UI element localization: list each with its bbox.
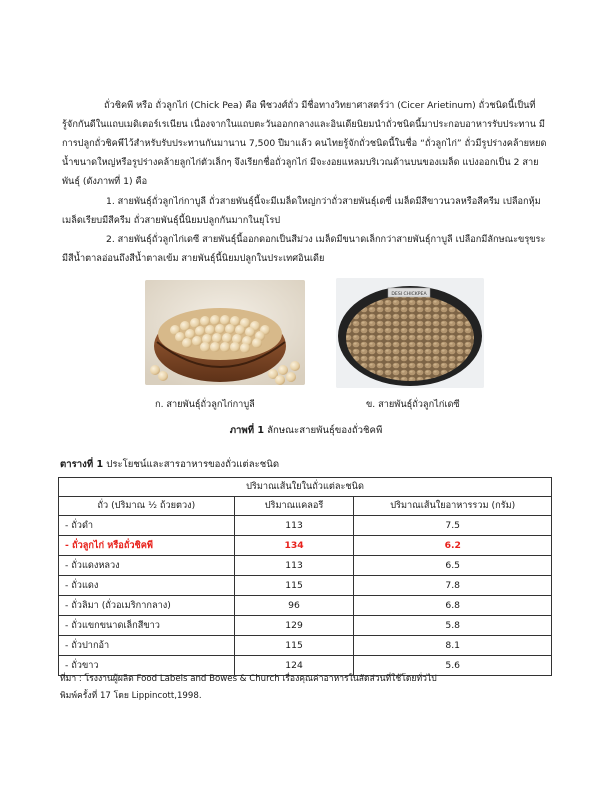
bean-name: - ถั่วแดง (59, 576, 235, 596)
table-title (60, 458, 279, 472)
fiber-value: 7.5 (354, 516, 552, 536)
calorie-value: 115 (234, 576, 354, 596)
bean-name: - ถั่วลิมา (ถั่วอเมริกากลาง) (59, 596, 235, 616)
fiber-value: 6.2 (354, 536, 552, 556)
intro-paragraph: ถั่วชิคพี หรือ ถั่วลูกไก่ (Chick Pea) คือ พืชวงศ์ถั่ว มีชื่อทางวิทยาศาสตร์ว่า (Cicer Arietinum) ถั่วชนิดนี้เป็นที่รู้จักกันดีในแถบเมดิเตอร์เรเนียน เนื่องจากในแถบตะวันออกกลางและอินเดียนิยมนำถั่วชนิดนี้มาประกอบอาหารรับประทาน มีการปลูกถั่วชิคพีไว้สำหรับรับประทานกันมานาน 7,500 ปีมาแล้ว คนไทยรู้จักถั่วชนิดนี้ในชื่อ “ถั่วลูกไก่” ถั่วมีรูปร่างคล้ายหยดน้ำขนาดใหญ่หรือรูปร่างคล้ายลูกไก่ตัวเล็กๆ จึงเรียกชื่อถั่วลูกไก่ มีจะงอยแหลมบริเวณด้านบนของเมล็ด แบ่งออกเป็น 2 สายพันธุ์ (ดังภาพที่ 1) คือ (62, 100, 547, 187)
table-row (59, 596, 552, 616)
kabuli-paragraph: 1. สายพันธุ์ถั่วลูกไก่กาบูลี ถั่วสายพันธุ์นี้จะมีเมล็ดใหญ่กว่าถั่วสายพันธุ์เดซี่ เมล็ดมีสีขาวนวลหรือสีครีม เปลือกหุ้มเมล็ดเรียบมีสีครีม ถั่วสายพันธุ์นี้นิยมปลูกกันมากในยุโรป (62, 196, 541, 226)
calorie-value: 113 (234, 516, 354, 536)
col-header-bean: ถั่ว (ปริมาณ ½ ถ้วยตวง) (59, 497, 235, 516)
calorie-value: 113 (234, 556, 354, 576)
table-row (59, 576, 552, 596)
bean-name: - ถั่วแดงหลวง (59, 556, 235, 576)
calorie-value: 134 (234, 536, 354, 556)
figure-title-text: ลักษณะสายพันธุ์ของถั่วชิคพี (264, 425, 383, 436)
calorie-value: 115 (234, 636, 354, 656)
bean-name: - ถั่วแขกขนาดเล็กสีขาว (59, 616, 235, 636)
table-row (59, 616, 552, 636)
table-title-prefix: ตารางที่ 1 (60, 459, 104, 470)
fiber-value: 7.8 (354, 576, 552, 596)
table-row (59, 636, 552, 656)
kabuli-chickpea-illustration (145, 280, 305, 385)
table-group-header: ปริมาณเส้นใยในถั่วแต่ละชนิด (59, 478, 552, 497)
table-title-text: ประโยชน์และสารอาหารของถั่วแต่ละชนิด (103, 459, 280, 470)
table-row-highlighted (59, 536, 552, 556)
fiber-value: 6.8 (354, 596, 552, 616)
table-row (59, 516, 552, 536)
source-note (60, 671, 560, 705)
figure-title (0, 424, 612, 438)
calorie-value: 124 (234, 656, 354, 676)
kabuli-chickpea-photo (145, 280, 305, 385)
bean-name: - ถั่วดำ (59, 516, 235, 536)
source-line-2: พิมพ์ครั้งที่ 17 โดย Lippincott,1998. (60, 691, 202, 701)
fiber-value: 8.1 (354, 636, 552, 656)
desi-chickpea-illustration (336, 278, 484, 388)
figure-title-prefix: ภาพที่ 1 (229, 425, 265, 436)
fiber-value: 6.5 (354, 556, 552, 576)
caption-desi: ข. สายพันธุ์ถั่วลูกไก่เดซี (366, 399, 460, 410)
calorie-value: 129 (234, 616, 354, 636)
bean-name: - ถั่วลูกไก่ หรือถั่วชิคพี (59, 536, 235, 556)
bean-name: - ถั่วขาว (59, 656, 235, 676)
source-line-1: ที่มา : โรงงานผู้ผลิต Food Labels and Bowes & Church เรื่องคุณค่าอาหารในสัดส่วนที่ใช้โดยทั่วไป (60, 674, 437, 684)
nutrition-table (58, 477, 552, 676)
bag-label-text: DESI CHICKPEA (391, 292, 427, 297)
col-header-calories: ปริมาณแคลอรี (234, 497, 354, 516)
desi-chickpea-photo (336, 278, 484, 388)
col-header-fiber: ปริมาณเส้นใยอาหารรวม (กรัม) (354, 497, 552, 516)
fiber-value: 5.6 (354, 656, 552, 676)
fiber-value: 5.8 (354, 616, 552, 636)
bean-name: - ถั่วปากอ้า (59, 636, 235, 656)
table-row (59, 556, 552, 576)
desi-paragraph: 2. สายพันธุ์ถั่วลูกไก่เดซี สายพันธุ์นี้ออกดอกเป็นสีม่วง เมล็ดมีขนาดเล็กกว่าสายพันธุ์กาบูลี เปลือกมีลักษณะขรุขระมีสีน้ำตาลอ่อนถึงสีน้ำตาลเข้ม สายพันธุ์นี้นิยมปลูกในประเทศอินเดีย (62, 234, 546, 264)
calorie-value: 96 (234, 596, 354, 616)
caption-kabuli: ก. สายพันธุ์ถั่วลูกไก่กาบูลี (155, 399, 255, 410)
